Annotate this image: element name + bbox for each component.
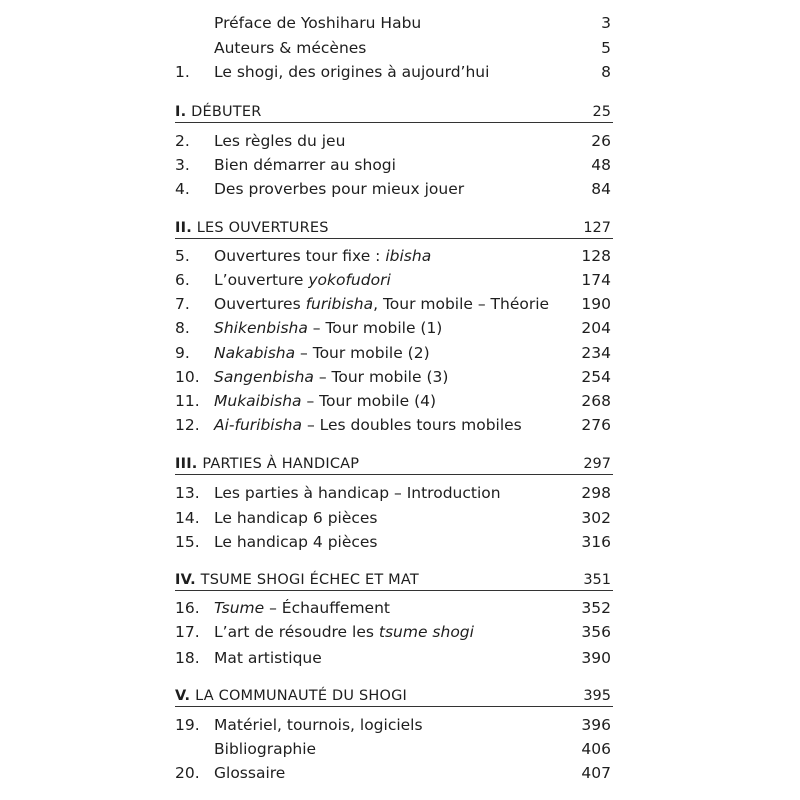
entry-number: 13. (175, 484, 200, 502)
entry-page: 390 (581, 649, 611, 667)
section-page: 351 (583, 572, 611, 588)
entry-title: Mukaibisha – Tour mobile (4) (214, 392, 437, 410)
section-numeral: V. (175, 688, 191, 704)
toc-entry (0, 507, 800, 529)
entry-number: 10. (175, 368, 200, 386)
entry-page: 174 (581, 271, 611, 289)
toc-entry (0, 482, 800, 504)
toc-entry (0, 390, 800, 412)
entry-title: Nakabisha – Tour mobile (2) (214, 344, 430, 362)
section-rule (175, 238, 613, 239)
entry-page: 254 (581, 368, 611, 386)
entry-page: 190 (581, 295, 611, 313)
entry-title: Tsume – Échauffement (214, 599, 390, 617)
section-heading (0, 684, 800, 708)
section-heading (0, 216, 800, 240)
section-rule (175, 122, 613, 123)
entry-title: Sangenbisha – Tour mobile (3) (214, 368, 449, 386)
entry-page: 48 (591, 156, 611, 174)
entry-title: L’ouverture yokofudori (214, 271, 391, 289)
section-rule (175, 706, 613, 707)
entry-title: Ouvertures furibisha, Tour mobile – Théorie (214, 295, 550, 313)
entry-page: 204 (581, 319, 611, 337)
entry-number: 5. (175, 247, 190, 265)
entry-number: 6. (175, 271, 190, 289)
toc-entry (0, 621, 800, 643)
entry-title: Ai-furibisha – Les doubles tours mobiles (214, 416, 522, 434)
toc-entry (0, 61, 800, 83)
entry-title: Glossaire (214, 764, 286, 782)
entry-number: 18. (175, 649, 200, 667)
entry-title: Des proverbes pour mieux jouer (214, 180, 465, 198)
toc-entry (0, 130, 800, 152)
entry-page: 316 (581, 533, 611, 551)
entry-number: 1. (175, 63, 190, 81)
section-title (175, 216, 329, 240)
entry-number: 20. (175, 764, 200, 782)
entry-page: 298 (581, 484, 611, 502)
toc-entry (0, 647, 800, 669)
toc-entry (0, 293, 800, 315)
entry-number: 16. (175, 599, 200, 617)
section-heading (0, 100, 800, 124)
section-numeral: I. (175, 104, 187, 120)
section-rule (175, 474, 613, 475)
entry-title: Le shogi, des origines à aujourd’hui (214, 63, 490, 81)
section-name: PARTIES À HANDICAP (202, 456, 360, 472)
entry-number: 3. (175, 156, 190, 174)
section-heading (0, 568, 800, 592)
toc-entry (0, 37, 800, 59)
entry-number: 9. (175, 344, 190, 362)
entry-page: 407 (581, 764, 611, 782)
entry-page: 356 (581, 623, 611, 641)
entry-page: 276 (581, 416, 611, 434)
section-page: 127 (583, 220, 611, 236)
entry-title: Le handicap 4 pièces (214, 533, 378, 551)
section-heading (0, 452, 800, 476)
section-name: DÉBUTER (191, 104, 262, 120)
toc-entry (0, 269, 800, 291)
section-name: LES OUVERTURES (196, 220, 329, 236)
entry-page: 84 (591, 180, 611, 198)
entry-page: 26 (591, 132, 611, 150)
section-page: 395 (583, 688, 611, 704)
section-rule (175, 590, 613, 591)
entry-page: 406 (581, 740, 611, 758)
section-title (175, 100, 262, 124)
toc-entry (0, 245, 800, 267)
toc-entry (0, 762, 800, 784)
section-title (175, 684, 407, 708)
entry-number: 11. (175, 392, 200, 410)
section-page: 25 (592, 104, 611, 120)
entry-title: Le handicap 6 pièces (214, 509, 378, 527)
section-page: 297 (583, 456, 611, 472)
entry-page: 128 (581, 247, 611, 265)
entry-page: 268 (581, 392, 611, 410)
toc-entry (0, 597, 800, 619)
entry-number: 17. (175, 623, 200, 641)
entry-number: 14. (175, 509, 200, 527)
entry-page: 3 (601, 14, 611, 32)
entry-page: 352 (581, 599, 611, 617)
entry-title: Les règles du jeu (214, 132, 346, 150)
entry-title: Ouvertures tour fixe : ibisha (214, 247, 432, 265)
toc-entry (0, 317, 800, 339)
entry-number: 4. (175, 180, 190, 198)
toc-entry (0, 154, 800, 176)
entry-title: Matériel, tournois, logiciels (214, 716, 423, 734)
section-title (175, 568, 419, 592)
entry-page: 234 (581, 344, 611, 362)
entry-number: 15. (175, 533, 200, 551)
section-numeral: IV. (175, 572, 196, 588)
toc-entry (0, 178, 800, 200)
entry-page: 8 (601, 63, 611, 81)
entry-title: L’art de résoudre les tsume shogi (214, 623, 474, 641)
entry-title: Auteurs & mécènes (214, 39, 367, 57)
section-name: TSUME SHOGI ÉCHEC ET MAT (200, 572, 419, 588)
entry-title: Bien démarrer au shogi (214, 156, 396, 174)
section-numeral: II. (175, 220, 192, 236)
entry-page: 396 (581, 716, 611, 734)
toc-entry (0, 366, 800, 388)
entry-number: 12. (175, 416, 200, 434)
entry-number: 19. (175, 716, 200, 734)
entry-title: Mat artistique (214, 649, 322, 667)
toc-entry (0, 714, 800, 736)
entry-page: 5 (601, 39, 611, 57)
section-title (175, 452, 359, 476)
entry-title: Bibliographie (214, 740, 317, 758)
entry-number: 7. (175, 295, 190, 313)
entry-number: 2. (175, 132, 190, 150)
entry-number: 8. (175, 319, 190, 337)
entry-title: Shikenbisha – Tour mobile (1) (214, 319, 443, 337)
toc-entry (0, 531, 800, 553)
entry-title: Préface de Yoshiharu Habu (214, 14, 422, 32)
toc-entry (0, 414, 800, 436)
entry-title: Les parties à handicap – Introduction (214, 484, 501, 502)
toc-entry (0, 342, 800, 364)
entry-page: 302 (581, 509, 611, 527)
section-name: LA COMMUNAUTÉ DU SHOGI (195, 688, 408, 704)
toc-entry (0, 12, 800, 34)
section-numeral: III. (175, 456, 198, 472)
toc-entry (0, 738, 800, 760)
